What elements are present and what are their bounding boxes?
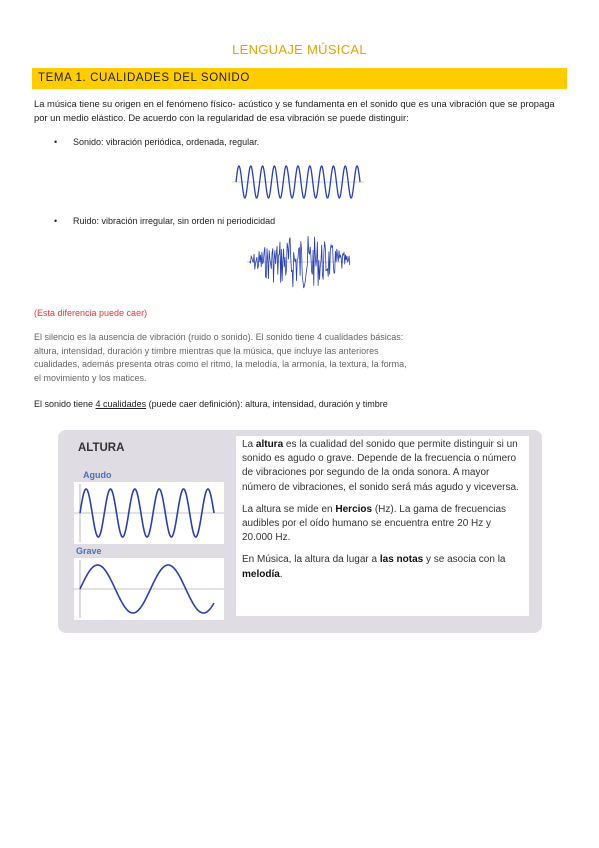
label-grave: Grave (76, 546, 102, 556)
silence-line: El silencio es la ausencia de vibración (ruido o sonido). El sonido tiene 4 cualidades básicas: (34, 332, 404, 342)
altura-definition: La altura es la cualidad del sonido que permite distinguir si un sonido es agudo o grave. Depende de la frecuencia o número de vibraciones por segundo de la onda sonora. A mayor número de vibraciones, el sonido será más agudo y viceversa. (242, 439, 519, 493)
silence-line: cualidades, además presenta otras como el ritmo, la melodía, la armonía, la textura, la forma, (34, 359, 407, 369)
section-title: TEMA 1. CUALIDADES DEL SONIDO (38, 72, 250, 84)
section-header (32, 68, 567, 89)
qualities-prefix: El sonido tiene (34, 399, 96, 409)
silence-line: el movimiento y los matices. (34, 372, 147, 383)
silence-paragraph (34, 331, 464, 385)
card-title: ALTURA (78, 442, 125, 454)
bullet-marker: • (54, 216, 58, 226)
bullet-text: Sonido: vibración periódica, ordenada, regular. (73, 137, 260, 147)
altura-card (58, 430, 542, 633)
low-pitch-wave (74, 558, 224, 620)
qualities-underlined: 4 cualidades (95, 399, 147, 409)
bullet-marker: • (54, 137, 58, 147)
bullet-text: Ruido: vibración irregular, sin orden ni periodicidad (73, 216, 276, 226)
qualities-suffix: (puede caer definición): altura, intensidad, duración y timbre (146, 399, 388, 409)
altura-music: En Música, la altura da lugar a las notas y se asocia con la melodía. (242, 554, 506, 580)
exam-note: (Esta diferencia puede caer) (34, 308, 148, 318)
altura-units: La altura se mide en Hercios (Hz). La gama de frecuencias audibles por el oído humano se encuentra entre 20 Hz y 20.000 Hz. (242, 503, 507, 544)
document-title: LENGUAJE MÚSICAL (232, 42, 367, 57)
label-agudo: Agudo (83, 470, 112, 480)
altura-description (236, 436, 529, 616)
noise-wave-figure (247, 232, 351, 294)
silence-line: altura, intensidad, duración y timbre mientras que la música, que incluye las anteriores (34, 345, 379, 356)
qualities-paragraph (34, 399, 388, 409)
periodic-wave-figure (232, 160, 364, 204)
high-pitch-wave (74, 482, 224, 544)
intro-paragraph: La música tiene su origen en el fenómeno físico- acústico y se fundamenta en el sonido que es una vibración que se propaga por un medio elástico. De acuerdo con la regularidad de esa vibración se puede distinguir: (34, 98, 555, 123)
